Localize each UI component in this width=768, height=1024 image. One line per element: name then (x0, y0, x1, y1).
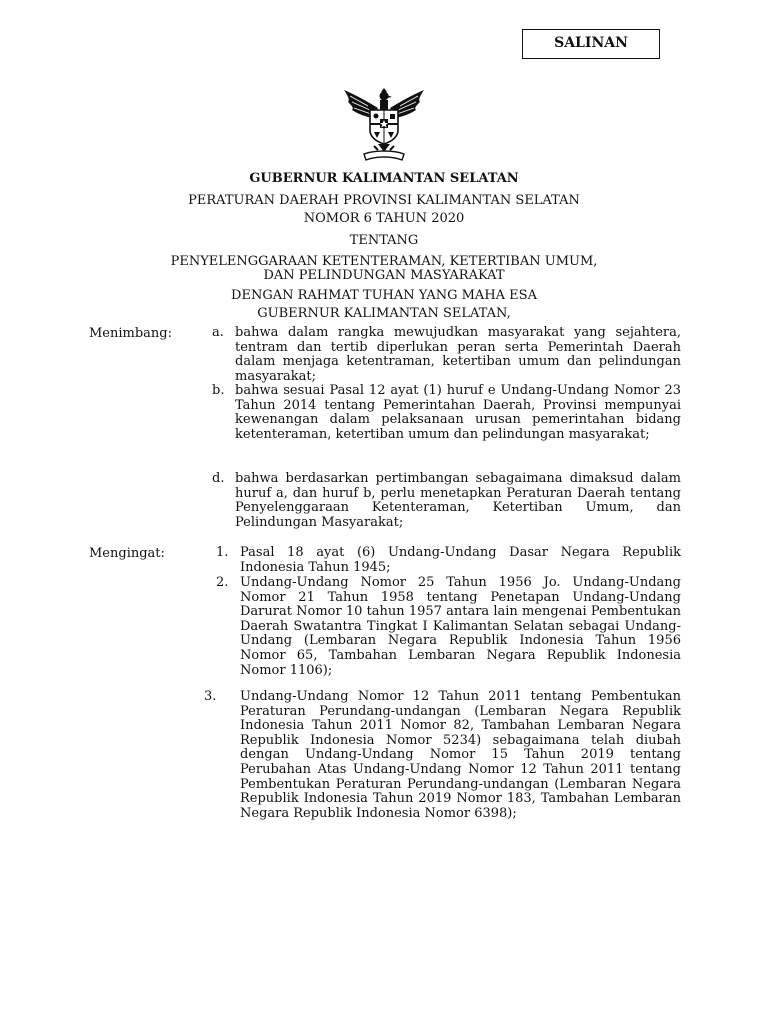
item-text: Undang-Undang Nomor 12 Tahun 2011 tentang Pembentukan Peraturan Perundang-undangan (Lembaran Negara Republik Indonesia Tahun 2011 Nomor 82, Tambahan Lembaran Negara Republik Indonesia Nomor 5234) sebagaimana telah diubah dengan Undang-Undang Nomor 15 Tahun 2019 tentang Perubahan Atas Undang-Undang Nomor 12 Tahun 2011 tentang Pembentukan Peraturan Perundang-undangan (Lembaran Negara Republik Indonesia Tahun 2019 Nomor 183, Tambahan Lembaran Negara Republik Indonesia Nomor 6398); (240, 689, 681, 821)
governor-signatory-line: GUBERNUR KALIMANTAN SELATAN, (257, 306, 511, 321)
about-heading: TENTANG (349, 233, 419, 248)
governor-title: GUBERNUR KALIMANTAN SELATAN (249, 171, 519, 186)
considering-label: Menimbang: (89, 326, 173, 341)
item-marker: 1. (216, 545, 229, 560)
regulation-title: PERATURAN DAERAH PROVINSI KALIMANTAN SELATAN (188, 193, 580, 208)
item-marker: 2. (216, 575, 229, 590)
item-text: Pasal 18 ayat (6) Undang-Undang Dasar Negara Republik Indonesia Tahun 1945; (240, 545, 681, 575)
garuda-pancasila-emblem-icon (338, 88, 430, 162)
regulation-number: NOMOR 6 TAHUN 2020 (303, 211, 465, 226)
subject-line-1: PENYELENGGARAAN KETENTERAMAN, KETERTIBAN UMUM, (170, 254, 598, 269)
item-marker: b. (212, 383, 225, 398)
item-text: bahwa berdasarkan pertimbangan sebagaimana dimaksud dalam huruf a, dan huruf b, perlu menetapkan Peraturan Daerah tentang Penyelenggaraan Ketenteraman, Ketertiban Umum, dan Pelindungan Masyarakat; (235, 471, 681, 530)
recalling-label: Mengingat: (89, 546, 165, 561)
item-text: Undang-Undang Nomor 25 Tahun 1956 Jo. Undang-Undang Nomor 21 Tahun 1958 tentang Penetapan Undang-Undang Darurat Nomor 10 tahun 1957 antara lain mengenai Pembentukan Daerah Swatantra Tingkat I Kalimantan Selatan sebagai Undang-Undang (Lembaran Negara Republik Indonesia Tahun 1956 Nomor 65, Tambahan Lembaran Negara Republik Indonesia Nomor 1106); (240, 575, 681, 678)
item-text: bahwa dalam rangka mewujudkan masyarakat yang sejahtera, tentram dan tertib diperlukan peran serta Pemerintah Daerah dalam menjaga ketentraman, ketertiban umum dan pelindungan masyarakat; (235, 325, 681, 384)
item-marker: 3. (204, 689, 217, 704)
salinan-stamp: SALINAN (522, 29, 660, 59)
item-marker: d. (212, 471, 225, 486)
item-marker: a. (212, 325, 224, 340)
subject-line-2: DAN PELINDUNGAN MASYARAKAT (263, 268, 505, 283)
item-text: bahwa sesuai Pasal 12 ayat (1) huruf e Undang-Undang Nomor 23 Tahun 2014 tentang Pemerintahan Daerah, Provinsi mempunyai kewenangan dalam pelaksanaan urusan pemerintahan bidang ketenteraman, ketertiban umum dan pelindungan masyarakat; (235, 383, 681, 442)
grace-statement: DENGAN RAHMAT TUHAN YANG MAHA ESA (231, 288, 537, 303)
